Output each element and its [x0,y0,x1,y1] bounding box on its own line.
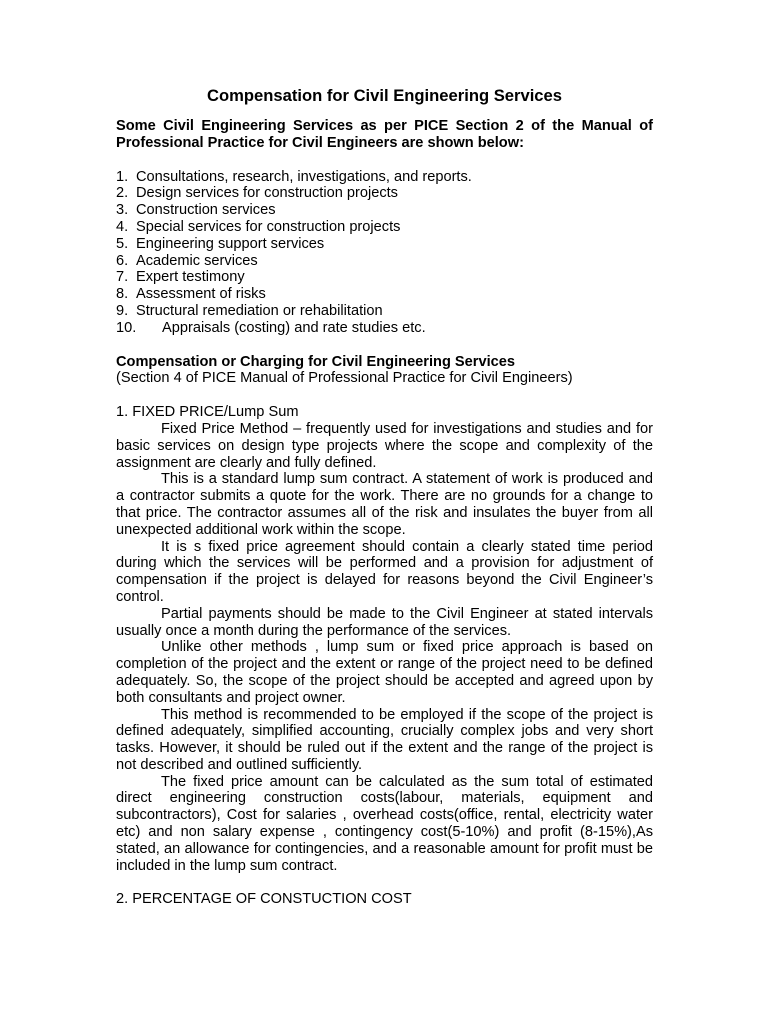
list-item-number: 7. [116,269,129,286]
page-title: Compensation for Civil Engineering Services [206,86,562,105]
list-item-text: Consultations, research, investigations, and reports. [136,168,472,185]
list-item-text: Expert testimony [136,269,245,286]
list-item-number: 9. [116,302,129,319]
list-item-text: Structural remediation or rehabilitation [136,302,383,319]
list-item-text: Appraisals (costing) and rate studies etc. [162,319,426,336]
list-item [116,253,653,270]
paragraph: Fixed Price Method – frequently used for investigations and studies and for basic services on design type projects where the scope and complexity of the assignment are clearly and fully defined. [116,420,653,471]
paragraph: Partial payments should be made to the Civil Engineer at stated intervals usually once a month during the performance of the services. [116,605,653,639]
method-heading: 1. FIXED PRICE/Lump Sum [116,404,299,421]
section-heading: Compensation or Charging for Civil Engineering Services [116,353,515,370]
list-item-number: 6. [116,252,129,269]
list-item-number: 3. [116,202,129,219]
section-subheading: (Section 4 of PICE Manual of Professional Practice for Civil Engineers) [116,370,573,387]
list-item [116,185,653,202]
list-item [116,169,653,186]
list-item-number: 2. [116,185,129,202]
list-item-number: 10. [116,319,137,336]
list-item [116,219,653,236]
paragraph: This is a standard lump sum contract. A statement of work is produced and a contractor submits a quote for the work. There are no grounds for a change to that price. The contractor assumes all of the risk and insulates the buyer from all unexpected additional work within the scope. [116,471,653,538]
list-item-text: Engineering support services [136,235,325,252]
list-item-number: 8. [116,286,129,303]
list-item-number: 4. [116,218,129,235]
list-item-number: 1. [116,168,129,185]
list-item-text: Design services for construction projects [136,185,398,202]
paragraph: The fixed price amount can be calculated as the sum total of estimated direct engineering construction costs(labour, materials, equipment and subcontractors), Cost for salaries , overhead costs(office, rental, electricity water etc) and non salary expense , contingency cost(5-10%) and profit (8-15%),As stated, an allowance for contingencies, and a reasonable amount for profit must be included in the lump sum contract. [116,773,653,874]
method-heading: 2. PERCENTAGE OF CONSTUCTION COST [116,891,412,908]
list-item [116,269,653,286]
list-item [116,286,653,303]
services-list [116,169,653,337]
list-item [116,320,653,337]
paragraph: It is s fixed price agreement should contain a clearly stated time period during which the services will be performed and a provision for adjustment of compensation if the project is delayed for reasons beyond the Civil Engineer’s control. [116,538,653,605]
intro-text: Some Civil Engineering Services as per PICE Section 2 of the Manual of Professional Practice for Civil Engineers are shown below: [116,118,653,151]
list-item-text: Assessment of risks [136,286,266,303]
list-item-text: Special services for construction projects [136,218,401,235]
list-item [116,236,653,253]
document-page [116,86,653,908]
list-item [116,303,653,320]
list-item-text: Construction services [136,202,276,219]
list-item-number: 5. [116,235,129,252]
paragraph: Unlike other methods , lump sum or fixed price approach is based on completion of the project and the extent or range of the project need to be defined adequately. So, the scope of the project should be accepted and agreed upon by both consultants and project owner. [116,639,653,706]
list-item-text: Academic services [136,252,258,269]
list-item [116,202,653,219]
paragraph: This method is recommended to be employed if the scope of the project is defined adequately, simplified accounting, crucially complex jobs and very short tasks. However, it should be ruled out if the extent and the range of the project is not described and outlined sufficiently. [116,706,653,773]
